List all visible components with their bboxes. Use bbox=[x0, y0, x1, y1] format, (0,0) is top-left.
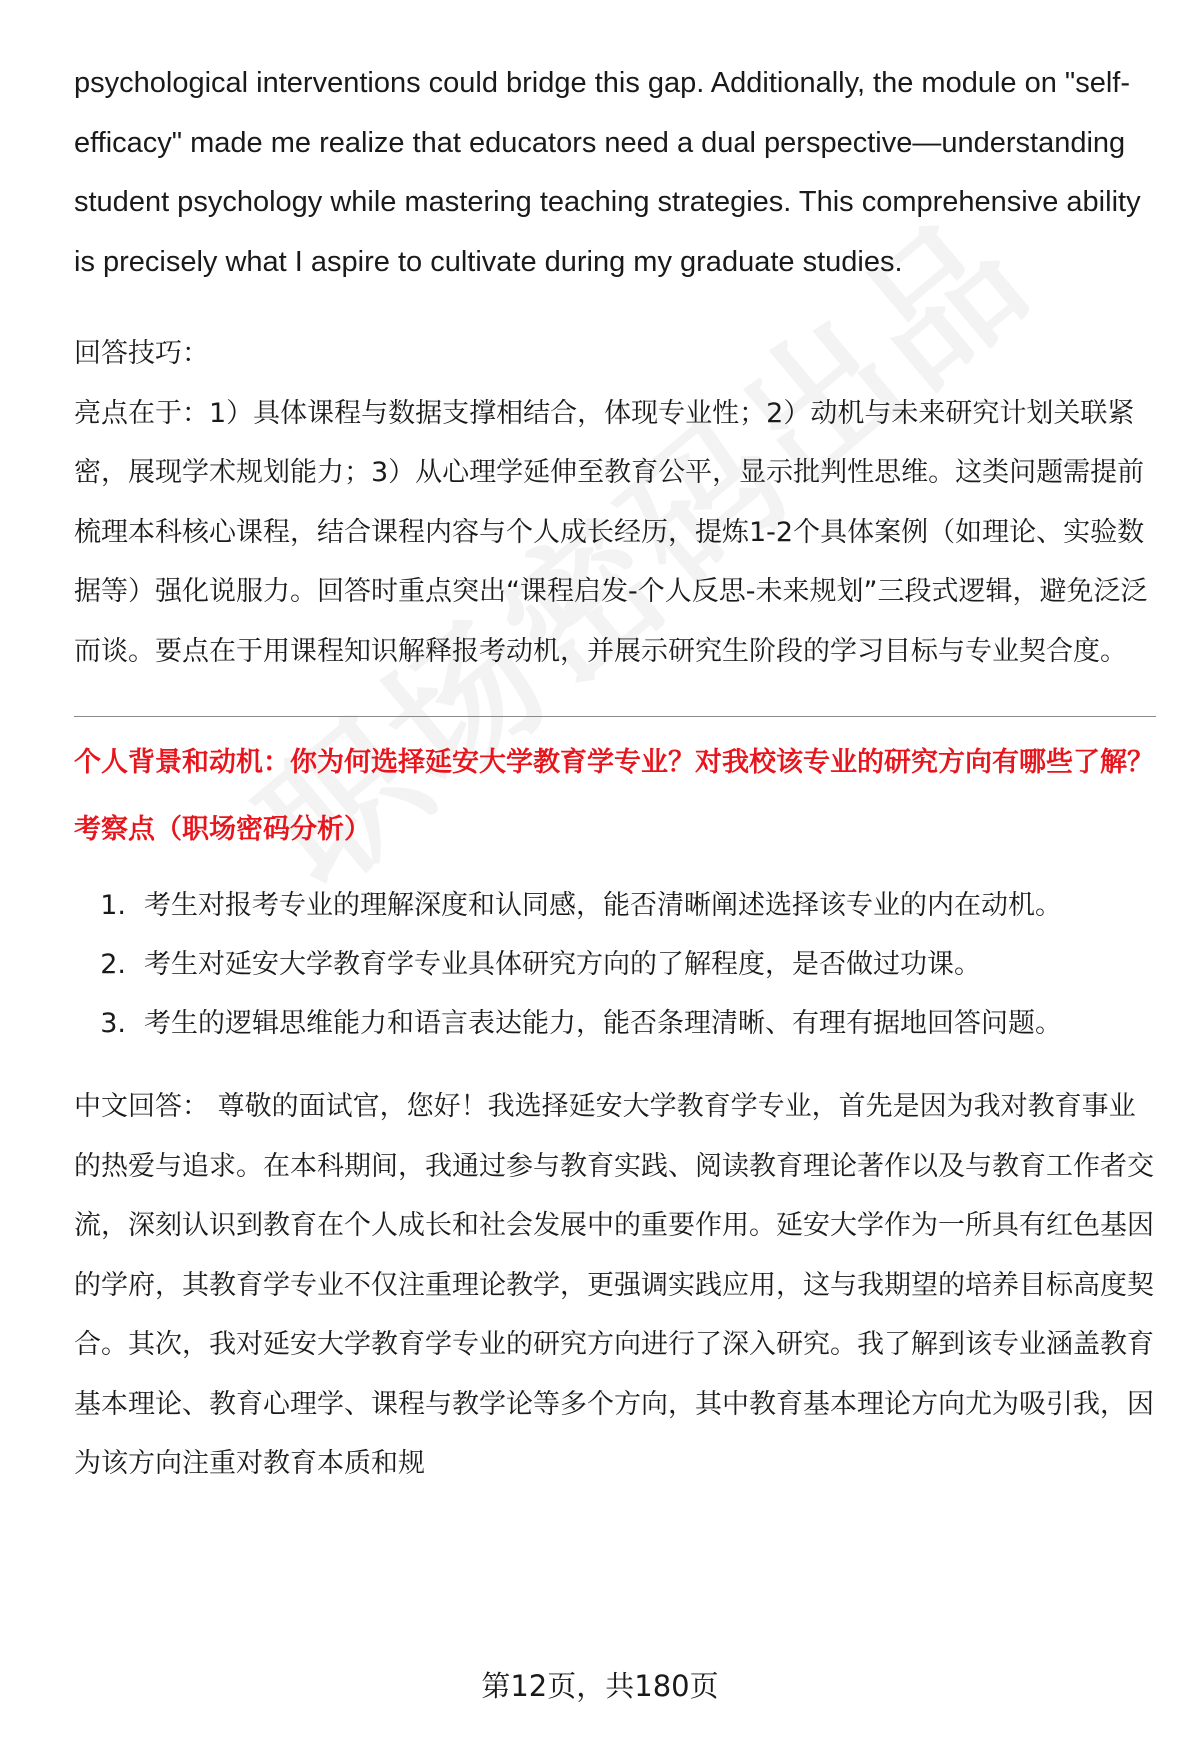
tips-label: 回答技巧： bbox=[74, 338, 209, 369]
list-item-number: 3. bbox=[100, 1008, 126, 1039]
list-item-text: 考生对延安大学教育学专业具体研究方向的了解程度，是否做过功课。 bbox=[144, 949, 981, 980]
section-divider bbox=[74, 716, 1156, 717]
list-item bbox=[74, 876, 1156, 935]
tips-body: 亮点在于：1）具体课程与数据支撑相结合，体现专业性；2）动机与未来研究计划关联紧密，展现学术规划能力；3）从心理学延伸至教育公平，显示批判性思维。这类问题需提前梳理本科核心课程，结合课程内容与个人成长经历，提炼1-2个具体案例（如理论、实验数据等）强化说服力。回答时重点突出“课程启发-个人反思-未来规划”三段式逻辑，避免泛泛而谈。要点在于用课程知识解释报考动机，并展示研究生阶段的学习目标与专业契合度。 bbox=[74, 397, 1148, 667]
list-item bbox=[74, 994, 1156, 1053]
english-answer-continuation: psychological interventions could bridge this gap. Additionally, the module on "self-efficacy" made me realize that educators need a dual perspective—understanding student psychology while mastering teaching strategies. This comprehensive ability is precisely what I aspire to cultivate during my graduate studies. bbox=[74, 67, 1141, 278]
page-number-footer: 第12页，共180页 bbox=[481, 1669, 719, 1703]
chinese-answer: 中文回答： 尊敬的面试官，您好！我选择延安大学教育学专业，首先是因为我对教育事业的热爱与追求。在本科期间，我通过参与教育实践、阅读教育理论著作以及与教育工作者交流，深刻认识到教育在个人成长和社会发展中的重要作用。延安大学作为一所具有红色基因的学府，其教育学专业不仅注重理论教学，更强调实践应用，这与我期望的培养目标高度契合。其次，我对延安大学教育学专业的研究方向进行了深入研究。我了解到该专业涵盖教育基本理论、教育心理学、课程与教学论等多个方向，其中教育基本理论方向尤为吸引我，因为该方向注重对教育本质和规 bbox=[74, 1091, 1154, 1479]
assessment-points-list bbox=[74, 876, 1156, 1053]
analysis-heading: 考察点（职场密码分析） bbox=[74, 814, 371, 845]
list-item-text: 考生对报考专业的理解深度和认同感，能否清晰阐述选择该专业的内在动机。 bbox=[144, 890, 1062, 921]
list-item-number: 2. bbox=[100, 949, 126, 980]
list-item bbox=[74, 935, 1156, 994]
list-item-number: 1. bbox=[100, 890, 126, 921]
list-item-text: 考生的逻辑思维能力和语言表达能力，能否条理清晰、有理有据地回答问题。 bbox=[144, 1008, 1062, 1039]
question-heading: 个人背景和动机：你为何选择延安大学教育学专业？对我校该专业的研究方向有哪些了解？ bbox=[74, 747, 1154, 778]
page-content bbox=[74, 54, 1156, 1494]
